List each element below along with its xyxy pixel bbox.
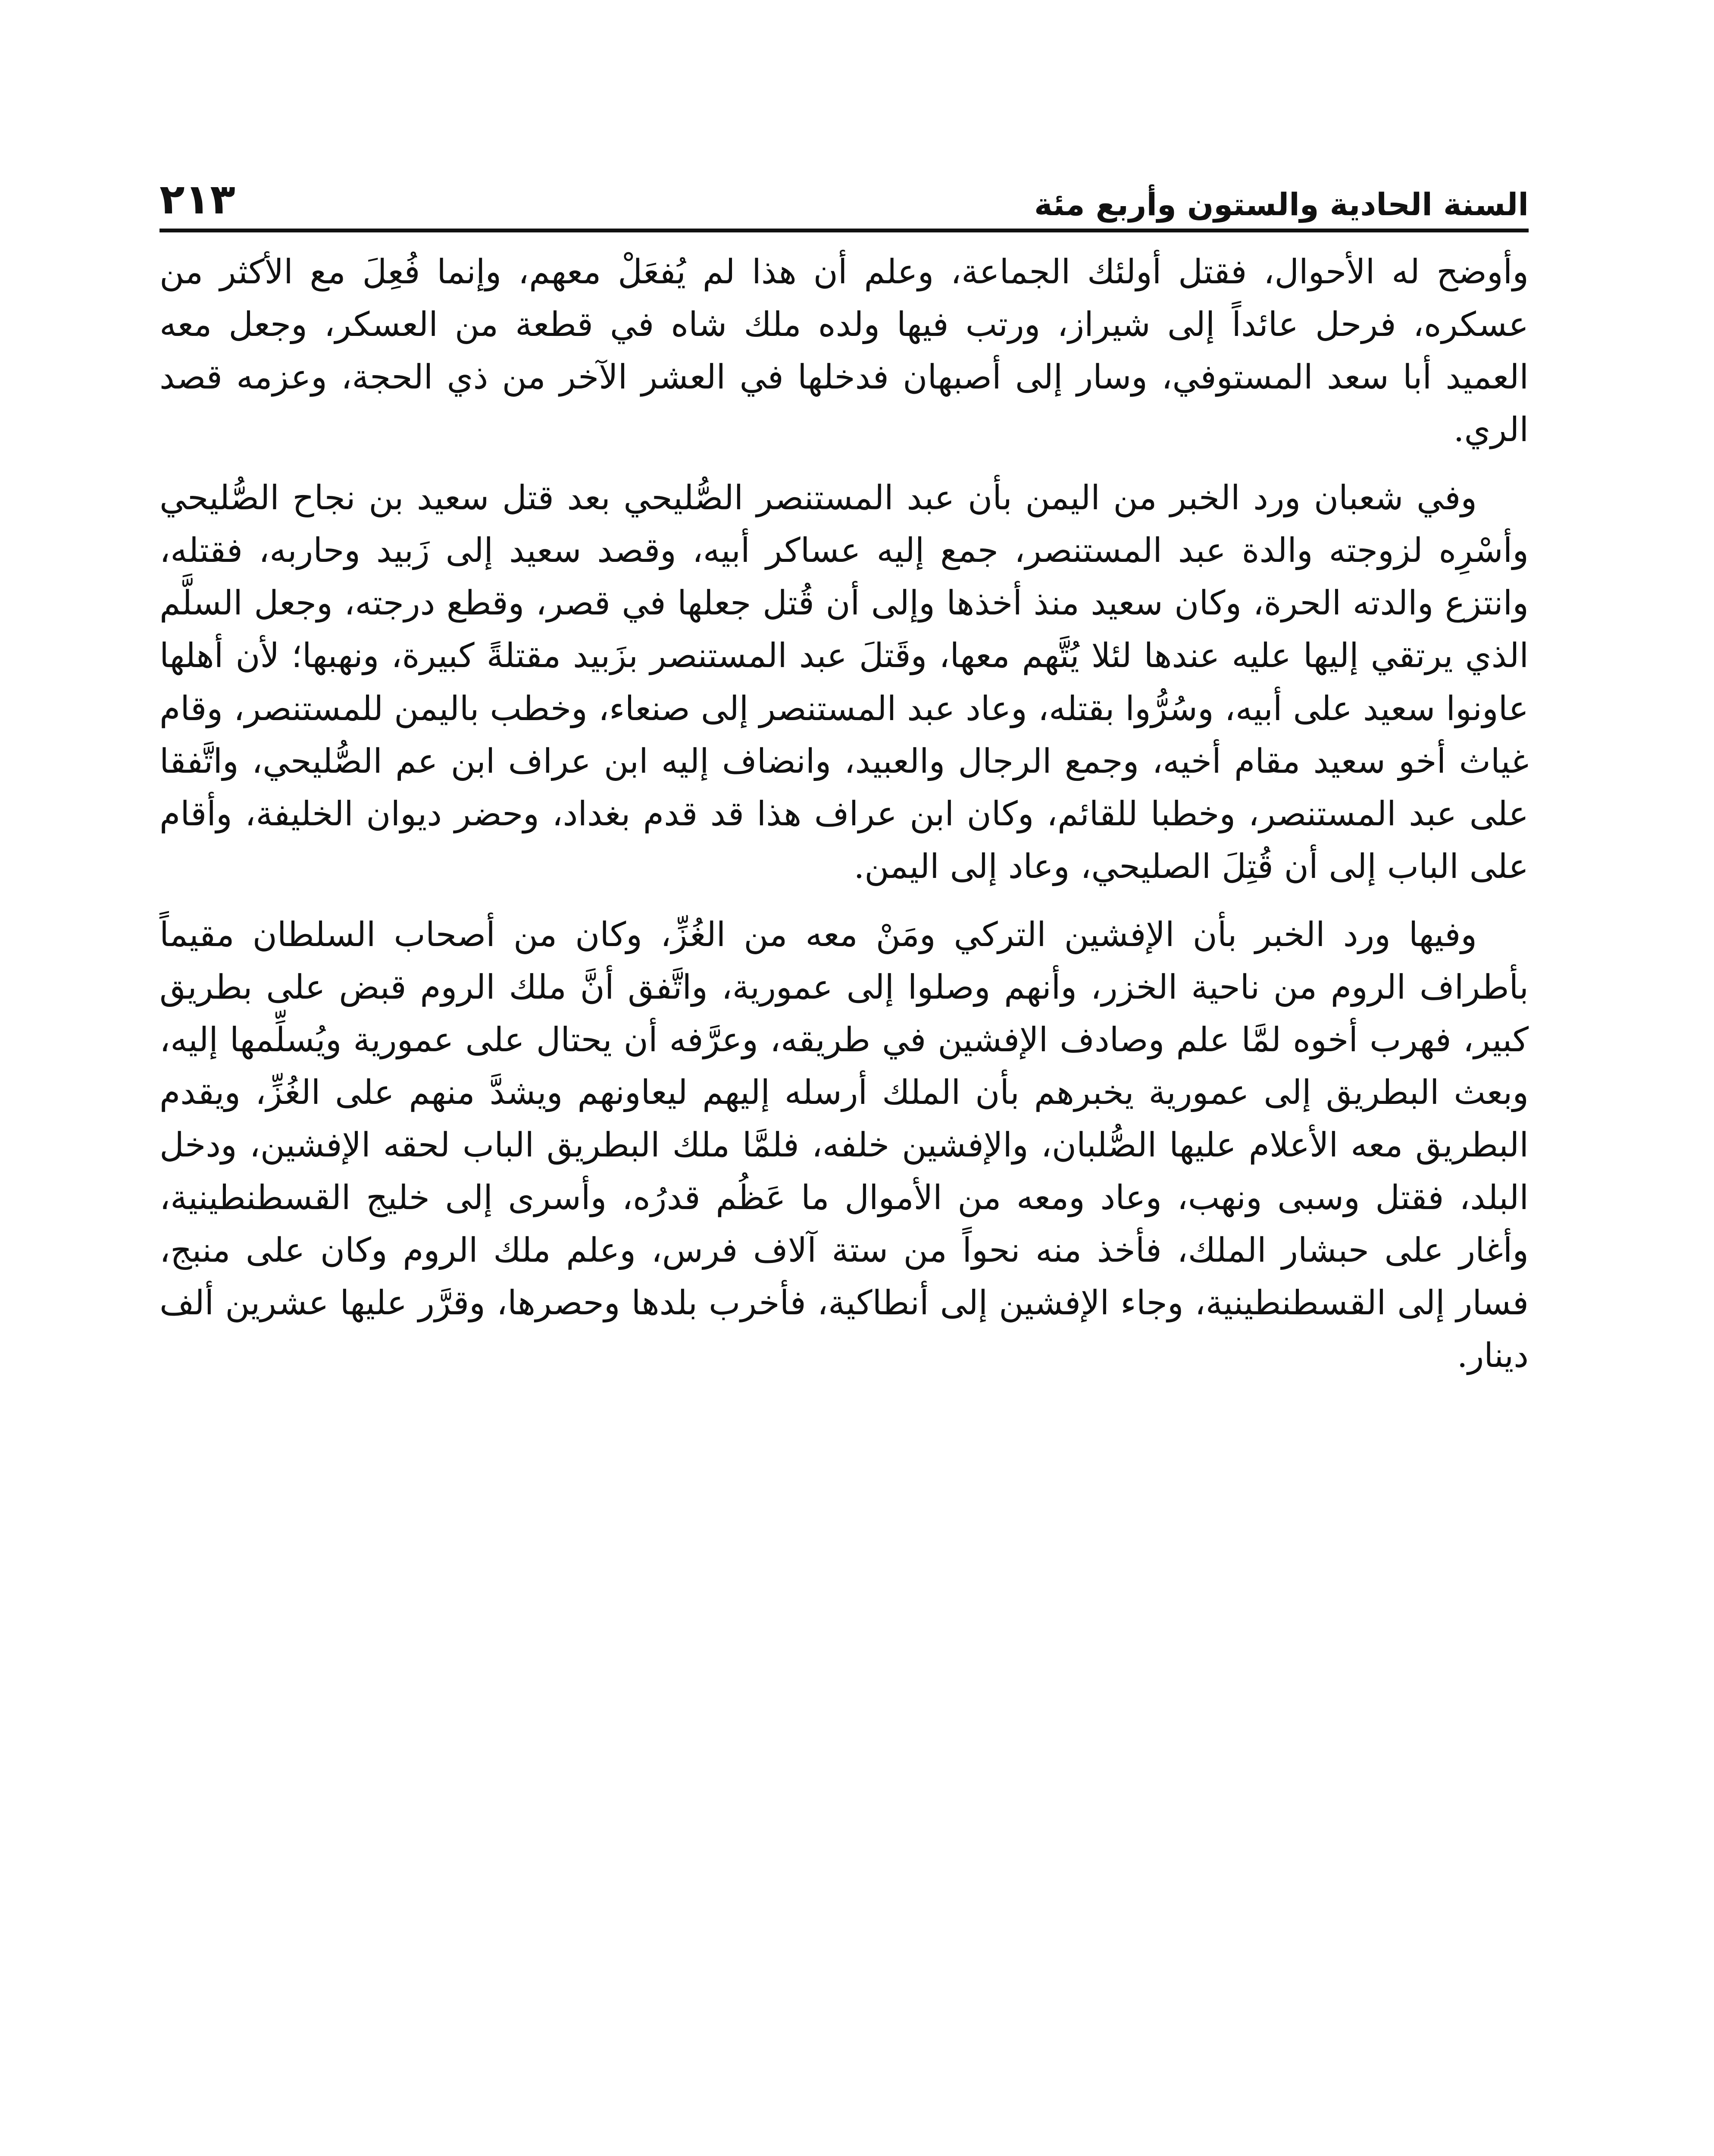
header-rule [160,229,1529,232]
paragraph-yemen-news: وفي شعبان ورد الخبر من اليمن بأن عبد المستنصر الصُّليحي بعد قتل سعيد بن نجاح الصُّليحي وأسْرِه لزوجته والدة عبد المستنصر، جمع إليه عساكر أبيه، وقصد سعيد إلى زَبيد وحاربه، فقتله، وانتزع والدته الحرة، وكان سعيد منذ أخذها وإلى أن قُتل جعلها في قصر، وقطع درجته، وجعل السلَّم الذي يرتقي إليها عليه عندها لئلا يُتَّهم معها، وقَتلَ عبد المستنصر بزَبيد مقتلةً كبيرة، ونهبها؛ لأن أهلها عاونوا سعيد على أبيه، وسُرُّوا بقتله، وعاد عبد المستنصر إلى صنعاء، وخطب باليمن للمستنصر، وقام غياث أخو سعيد مقام أخيه، وجمع الرجال والعبيد، وانضاف إليه ابن عراف ابن عم الصُّليحي، واتَّفقا على عبد المستنصر، وخطبا للقائم، وكان ابن عراف هذا قد قدم بغداد، وحضر ديوان الخليفة، وأقام على الباب إلى أن قُتِلَ الصليحي، وعاد إلى اليمن. [160,479,1529,886]
paragraph-continuation: وأوضح له الأحوال، فقتل أولئك الجماعة، وعلم أن هذا لم يُفعَلْ معهم، وإنما فُعِلَ مع الأكثر من عسكره، فرحل عائداً إلى شيراز، ورتب فيها ولده ملك شاه في قطعة من العسكر، وجعل معه العميد أبا سعد المستوفي، وسار إلى أصبهان فدخلها في العشر الآخر من ذي الحجة، وعزمه قصد الري. [160,253,1529,450]
body-text [160,246,1529,1398]
paragraph-afshin-amorium: وفيها ورد الخبر بأن الإفشين التركي ومَنْ معه من الغُزِّ، وكان من أصحاب السلطان مقيماً بأطراف الروم من ناحية الخزر، وأنهم وصلوا إلى عمورية، واتَّفق أنَّ ملك الروم قبض على بطريق كبير، فهرب أخوه لمَّا علم وصادف الإفشين في طريقه، وعرَّفه أن يحتال على عمورية ويُسلِّمها إليه، وبعث البطريق إلى عمورية يخبرهم بأن الملك أرسله إليهم ليعاونهم ويشدَّ منهم على الغُزِّ، ويقدم البطريق معه الأعلام عليها الصُّلبان، والإفشين خلفه، فلمَّا ملك البطريق الباب لحقه الإفشين، ودخل البلد، فقتل وسبى ونهب، وعاد ومعه من الأموال ما عَظُم قدرُه، وأسرى إلى خليج القسطنطينية، وأغار على حبشار الملك، فأخذ منه نحواً من ستة آلاف فرس، وعلم ملك الروم وكان على منبج، فسار إلى القسطنطينية، وجاء الإفشين إلى أنطاكية، فأخرب بلدها وحصرها، وقرَّر عليها عشرين ألف دينار. [160,915,1529,1376]
running-header [160,155,1529,223]
running-header-title: السنة الحادية والستون وأربع مئة [1034,186,1529,222]
page-number: ٢١٣ [160,175,235,223]
